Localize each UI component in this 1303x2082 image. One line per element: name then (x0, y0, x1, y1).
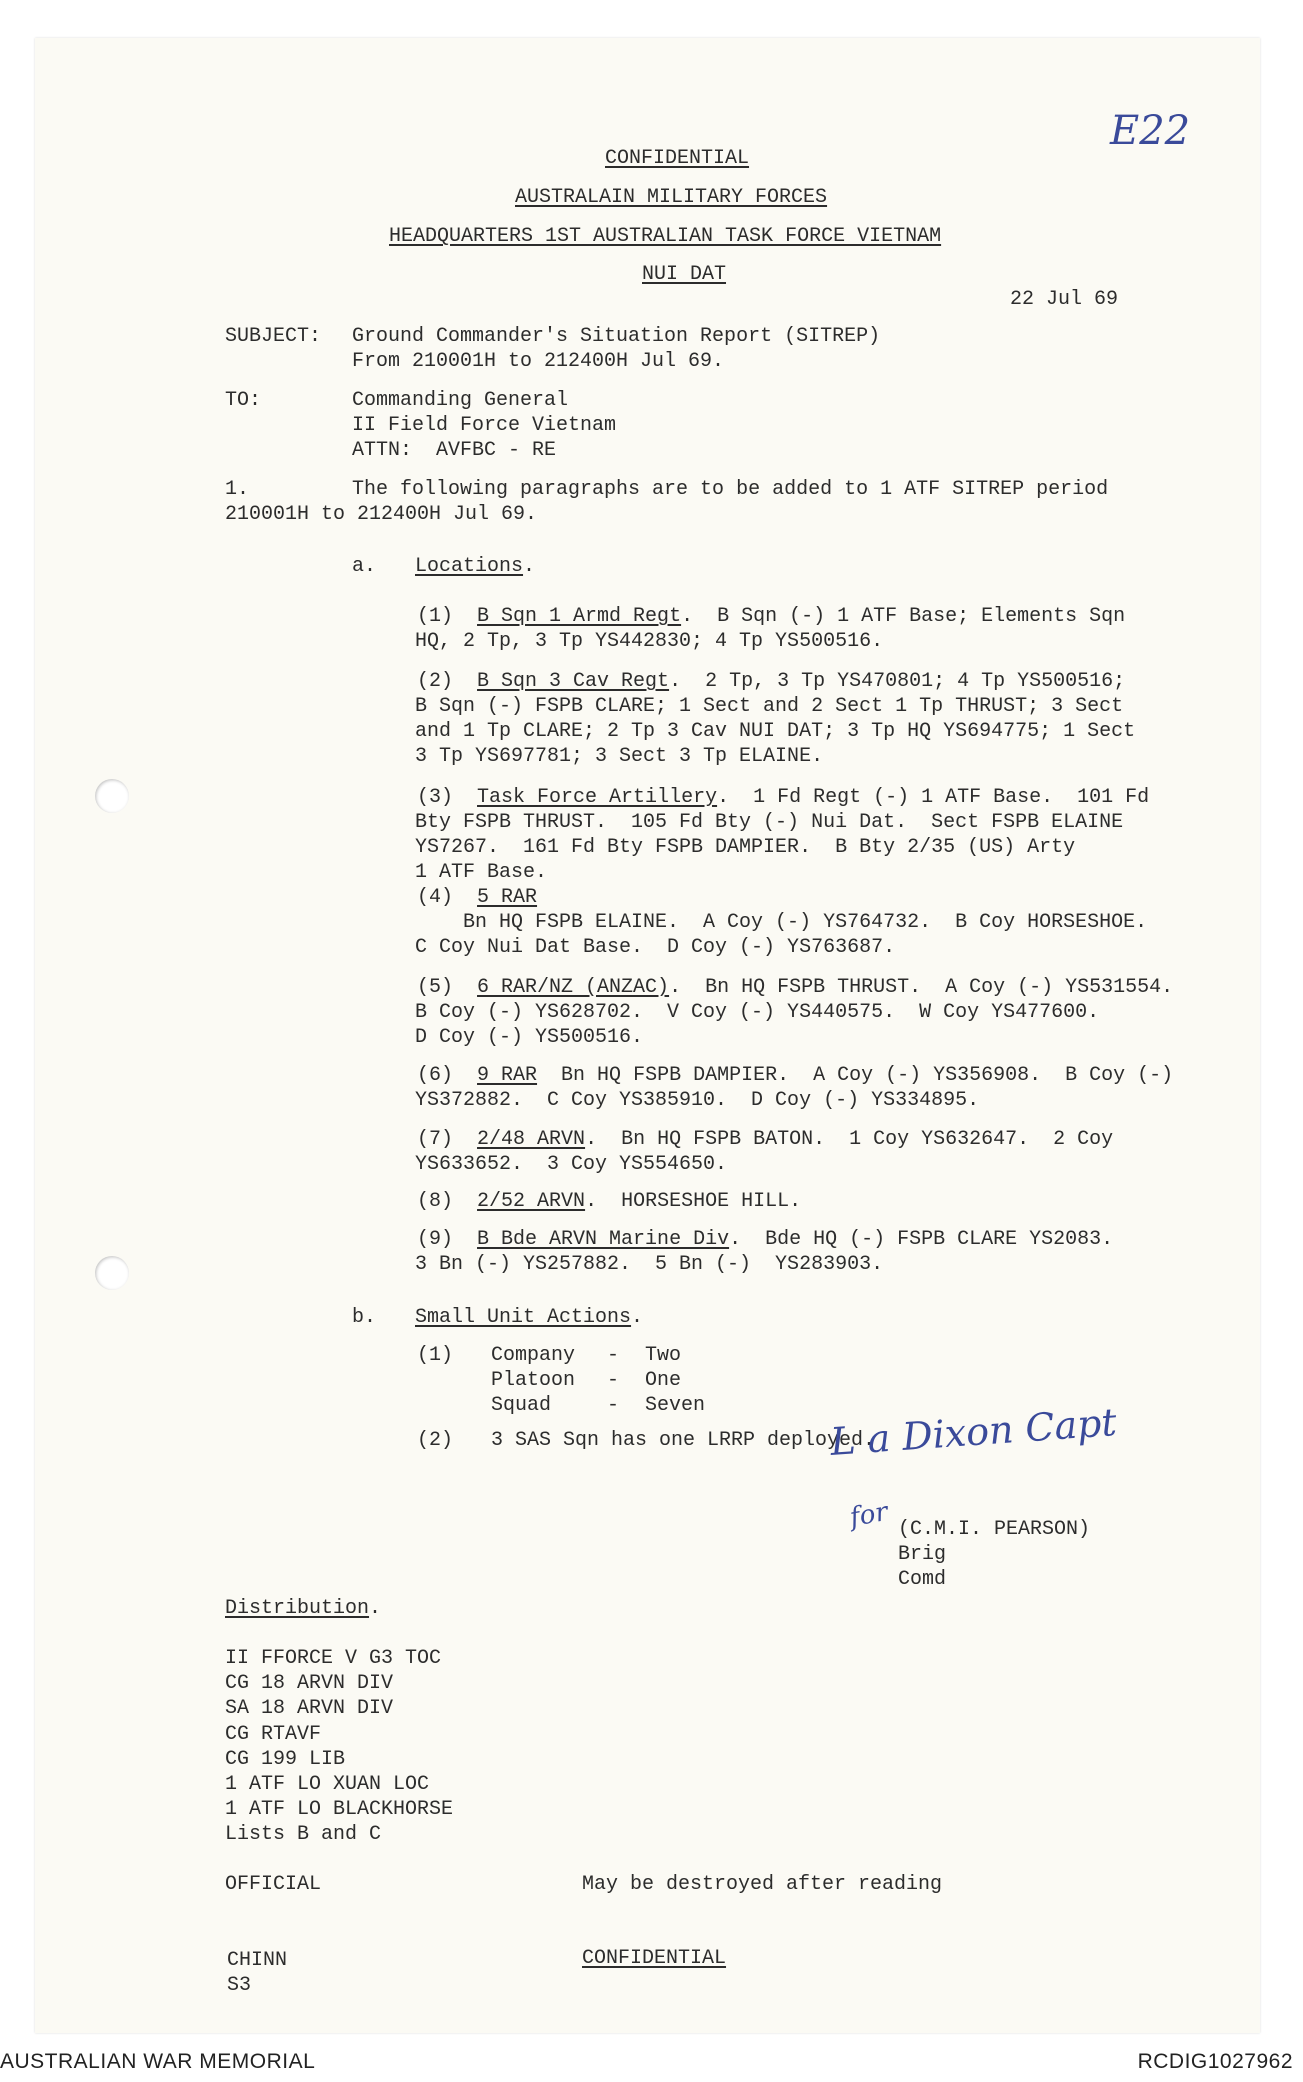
location-item-line: YS372882. C Coy YS385910. D Coy (-) YS334895. (415, 1089, 980, 1112)
count-dash: - (607, 1394, 620, 1417)
location-item: (9) B Bde ARVN Marine Div. Bde HQ (-) FSPB CLARE YS2083. (417, 1228, 1114, 1251)
location-item: (7) 2/48 ARVN. Bn HQ FSPB BATON. 1 Coy YS632647. 2 Coy (417, 1128, 1114, 1151)
lrrp-text: 3 SAS Sqn has one LRRP deployed. (491, 1429, 876, 1452)
hq-name: HEADQUARTERS 1ST AUSTRALIAN TASK FORCE VIETNAM (389, 225, 942, 248)
location-item: (1) B Sqn 1 Armd Regt. B Sqn (-) 1 ATF Base; Elements Sqn (417, 605, 1126, 628)
punch-hole (95, 1256, 129, 1290)
para-number: 1. (225, 478, 250, 501)
location-item-line: 3 Bn (-) YS257882. 5 Bn (-) YS283903. (415, 1253, 884, 1276)
subject-line: Ground Commander's Situation Report (SITREP) (352, 325, 881, 348)
count-dash: - (607, 1369, 620, 1392)
to-line: Commanding General (352, 389, 569, 412)
archive-id: RCDIG1027962 (1137, 2050, 1293, 2073)
official-label: OFFICIAL (225, 1873, 322, 1896)
punch-hole (95, 779, 129, 813)
distribution-item: 1 ATF LO BLACKHORSE (225, 1798, 454, 1821)
location-item: (3) Task Force Artillery. 1 Fd Regt (-) 1 ATF Base. 101 Fd (417, 786, 1150, 809)
distribution-item: CG RTAVF (225, 1723, 322, 1746)
distribution-item: 1 ATF LO XUAN LOC (225, 1773, 430, 1796)
to-label: TO: (225, 389, 262, 412)
location-item-line: HQ, 2 Tp, 3 Tp YS442830; 4 Tp YS500516. (415, 630, 884, 653)
location-item-line: YS633652. 3 Coy YS554650. (415, 1153, 728, 1176)
place-name: NUI DAT (642, 263, 727, 286)
location-item: (2) B Sqn 3 Cav Regt. 2 Tp, 3 Tp YS470801; 4 Tp YS500516; (417, 670, 1126, 693)
to-line: II Field Force Vietnam (352, 414, 617, 437)
count-label: Company (491, 1344, 576, 1367)
distribution-item: II FFORCE V G3 TOC (225, 1647, 442, 1670)
count-value: One (645, 1369, 682, 1392)
section-heading: Locations. (415, 555, 536, 578)
location-item-line: D Coy (-) YS500516. (415, 1026, 644, 1049)
classification-bottom: CONFIDENTIAL (582, 1947, 727, 1970)
location-item-line: B Coy (-) YS628702. V Coy (-) YS440575. W Coy YS477600. (415, 1001, 1100, 1024)
count-value: Seven (645, 1394, 706, 1417)
distribution-item: CG 18 ARVN DIV (225, 1672, 394, 1695)
for-mark: for (847, 1496, 891, 1534)
count-label: Squad (491, 1394, 552, 1417)
org-name: AUSTRALAIN MILITARY FORCES (515, 186, 828, 209)
destroy-note: May be destroyed after reading (582, 1873, 943, 1896)
signatory-name: (C.M.I. PEARSON) (898, 1518, 1091, 1541)
count-label: Platoon (491, 1369, 576, 1392)
location-item-line: and 1 Tp CLARE; 2 Tp 3 Cav NUI DAT; 3 Tp HQ YS694775; 1 Sect (415, 720, 1136, 743)
distribution-item: Lists B and C (225, 1823, 382, 1846)
classification-top: CONFIDENTIAL (605, 147, 750, 170)
location-item-line: 3 Tp YS697781; 3 Sect 3 Tp ELAINE. (415, 745, 824, 768)
location-item-line: Bty FSPB THRUST. 105 Fd Bty (-) Nui Dat. Sect FSPB ELAINE (415, 811, 1124, 834)
archive-name: AUSTRALIAN WAR MEMORIAL (0, 2050, 316, 2073)
to-line: ATTN: AVFBC - RE (352, 439, 557, 462)
item-number: (1) (417, 1344, 454, 1367)
reference-mark: E22 (1110, 108, 1191, 154)
distribution-item: SA 18 ARVN DIV (225, 1697, 394, 1720)
section-heading: Small Unit Actions. (415, 1306, 644, 1329)
location-item-line: Bn HQ FSPB ELAINE. A Coy (-) YS764732. B Coy HORSESHOE. (415, 911, 1148, 934)
location-item: (4) 5 RAR (417, 886, 538, 909)
location-item-line: C Coy Nui Dat Base. D Coy (-) YS763687. (415, 936, 896, 959)
section-letter: b. (352, 1306, 377, 1329)
para-line: 210001H to 212400H Jul 69. (225, 503, 538, 526)
count-value: Two (645, 1344, 682, 1367)
location-item-line: 1 ATF Base. (415, 861, 548, 884)
count-dash: - (607, 1344, 620, 1367)
location-item-line: B Sqn (-) FSPB CLARE; 1 Sect and 2 Sect 1 Tp THRUST; 3 Sect (415, 695, 1124, 718)
distribution-heading: Distribution. (225, 1597, 382, 1620)
location-item: (5) 6 RAR/NZ (ANZAC). Bn HQ FSPB THRUST. A Coy (-) YS531554. (417, 976, 1174, 999)
location-item: (8) 2/52 ARVN. HORSESHOE HILL. (417, 1190, 802, 1213)
subject-line: From 210001H to 212400H Jul 69. (352, 350, 725, 373)
handwritten-signature: L a Dixon Capt (828, 1400, 1119, 1464)
subject-label: SUBJECT: (225, 325, 322, 348)
document-date: 22 Jul 69 (1010, 288, 1119, 311)
branch: S3 (227, 1974, 252, 1997)
distribution-item: CG 199 LIB (225, 1748, 346, 1771)
item-number: (2) (417, 1429, 454, 1452)
signatory-rank: Brig (898, 1543, 947, 1566)
location-item-line: YS7267. 161 Fd Bty FSPB DAMPIER. B Bty 2/35 (US) Arty (415, 836, 1076, 859)
originator: CHINN (227, 1949, 288, 1972)
signatory-role: Comd (898, 1568, 947, 1591)
para-line: The following paragraphs are to be added to 1 ATF SITREP period (352, 478, 1109, 501)
section-letter: a. (352, 555, 377, 578)
location-item: (6) 9 RAR Bn HQ FSPB DAMPIER. A Coy (-) YS356908. B Coy (-) (417, 1064, 1174, 1087)
